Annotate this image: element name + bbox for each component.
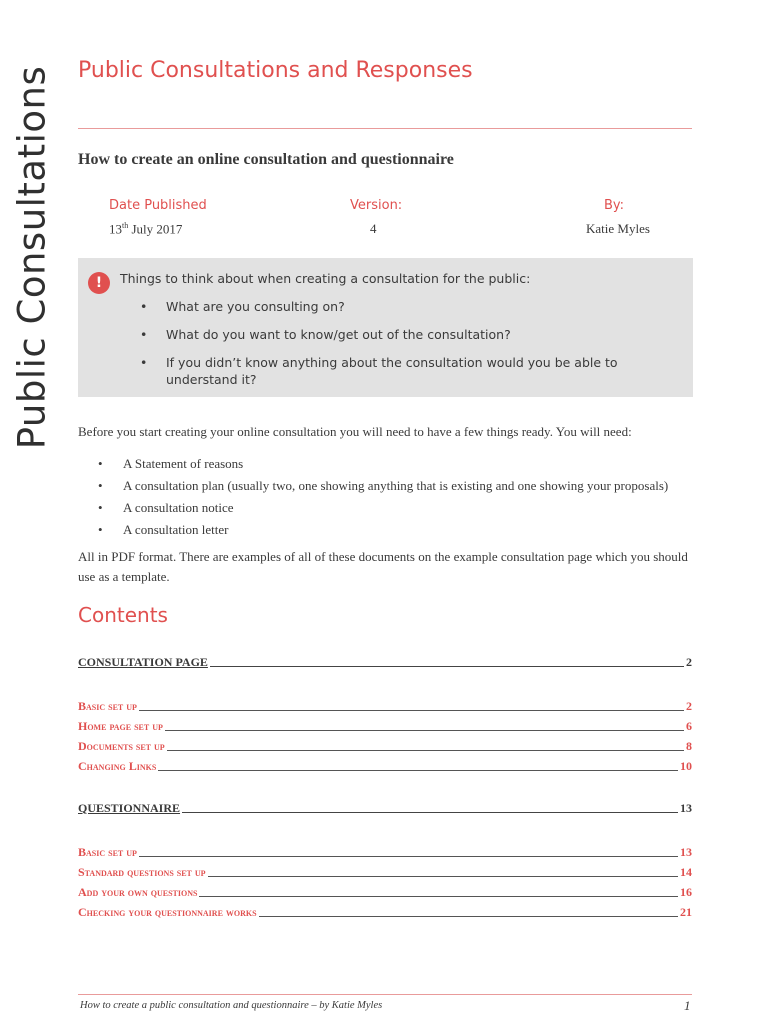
toc-entry-changing-links[interactable] [78, 756, 692, 774]
toc-page-number: 13 [680, 845, 692, 859]
list-item: • A consultation plan (usually two, one showing anything that is existing and one showing your proposals) [98, 475, 668, 497]
list-item: • What do you want to know/get out of the consultation? [140, 326, 640, 343]
toc-entry-basic-set-up[interactable] [78, 696, 692, 714]
toc-leader [210, 666, 684, 667]
list-item: • A consultation letter [98, 519, 668, 541]
toc-page-number: 10 [680, 759, 692, 773]
toc-leader [158, 770, 678, 771]
toc-entry-label: Add your own questions [78, 885, 198, 899]
version-label: Version: [350, 198, 403, 213]
footer-page-number: 1 [684, 998, 691, 1013]
toc-entry-home-page-set-up[interactable] [78, 716, 692, 734]
requirements-list [98, 453, 668, 541]
toc-leader [208, 876, 678, 877]
toc-entry-consultation-page[interactable] [78, 652, 692, 670]
toc-entry-label: Documents set up [78, 739, 165, 753]
toc-leader [167, 750, 684, 751]
toc-leader [165, 730, 684, 731]
toc-page-number: 14 [680, 865, 692, 879]
toc-entry-label: QUESTIONNAIRE [78, 801, 181, 815]
document-subtitle: How to create an online consultation and questionnaire [78, 151, 454, 168]
pdf-format-note: All in PDF format. There are examples of all of these documents on the example consultation page which you should use as a template. [78, 549, 688, 584]
footer-text: How to create a public consultation and questionnaire – by Katie Myles [80, 1000, 383, 1011]
title-divider [78, 128, 692, 129]
toc-page-number: 21 [680, 905, 692, 919]
intro-paragraph: Before you start creating your online consultation you will need to have a few things ready. You will need: [78, 424, 632, 439]
toc-entry-standard-questions-set-up[interactable] [78, 862, 692, 880]
list-item: • If you didn’t know anything about the consultation would you be able to understand it? [140, 354, 640, 388]
toc-leader [182, 812, 678, 813]
toc-entry-label: CONSULTATION PAGE [78, 655, 208, 669]
toc-page-number: 2 [686, 655, 692, 669]
toc-leader [259, 916, 678, 917]
toc-entry-label: Basic set up [78, 699, 137, 713]
toc-entry-label: Changing Links [78, 759, 157, 773]
callout-heading: Things to think about when creating a consultation for the public: [120, 271, 531, 286]
toc-page-number: 13 [680, 801, 692, 815]
toc-entry-label: Basic set up [78, 845, 137, 859]
toc-entry-checking-your-questionnaire-works[interactable] [78, 902, 692, 920]
list-item: • A consultation notice [98, 497, 668, 519]
toc-leader [199, 896, 678, 897]
toc-entry-label: Standard questions set up [78, 865, 206, 879]
footer-divider [78, 994, 692, 995]
toc-entry-add-your-own-questions[interactable] [78, 882, 692, 900]
toc-entry-questionnaire[interactable] [78, 798, 692, 816]
toc-entry-questionnaire-basic-set-up[interactable] [78, 842, 692, 860]
toc-page-number: 6 [686, 719, 692, 733]
date-published-label: Date Published [109, 198, 207, 213]
page-title: Public Consultations and Responses [78, 58, 473, 83]
toc-leader [139, 710, 684, 711]
side-title [12, 50, 52, 465]
toc-page-number: 8 [686, 739, 692, 753]
contents-heading: Contents [78, 603, 168, 627]
toc-page-number: 16 [680, 885, 692, 899]
date-published-value: 13th July 2017 [109, 221, 183, 237]
side-title-text: Public Consultations [10, 65, 54, 450]
list-item: • What are you consulting on? [140, 298, 640, 315]
version-value: 4 [370, 221, 377, 236]
toc-page-number: 2 [686, 699, 692, 713]
considerations-callout [78, 258, 693, 397]
toc-leader [139, 856, 678, 857]
toc-entry-label: Home page set up [78, 719, 163, 733]
author-label: By: [604, 198, 625, 213]
author-value: Katie Myles [586, 221, 650, 236]
exclamation-icon: ! [88, 272, 110, 294]
list-item: • A Statement of reasons [98, 453, 668, 475]
callout-list [140, 298, 640, 399]
toc-entry-label: Checking your questionnaire works [78, 905, 257, 919]
toc-entry-documents-set-up[interactable] [78, 736, 692, 754]
